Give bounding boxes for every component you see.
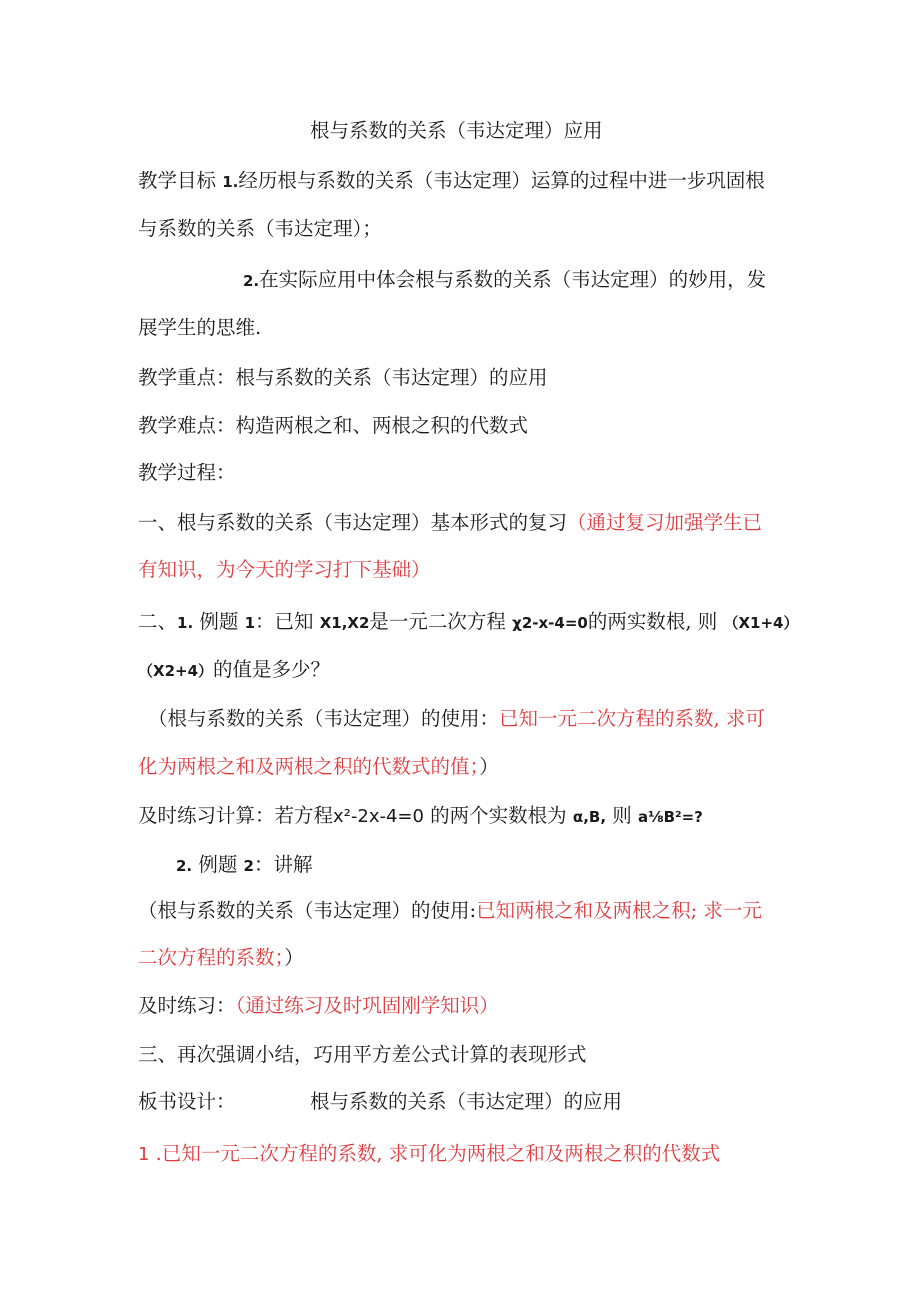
expression-alpha-beta: a⅛B²=?: [637, 808, 703, 826]
section-1-line-1: 一、根与系数的关系（韦达定理）基本形式的复习（通过复习加强学生已: [138, 511, 763, 534]
expression-x1-plus-4: （X1+4）: [723, 614, 799, 632]
section-2-line-1: 二、1. 例题 1：已知 X1,X2是一元二次方程 χ2-x-4=0的两实数根, 则 （X1+4）: [138, 610, 799, 633]
expression-x2-plus-4: （X2+4）: [138, 662, 214, 680]
difficulty: 教学难点：构造两根之和、两根之积的代数式: [138, 414, 529, 437]
goal-2-text: 在实际应用中体会根与系数的关系（韦达定理）的妙用，发: [259, 268, 767, 291]
usage-1-line-2: 化为两根之和及两根之积的代数式的值；）: [138, 755, 499, 778]
equation-2: x²-2x-4=0: [333, 806, 424, 827]
goal-1-number: 1.: [222, 173, 239, 191]
goal-1-text: 经历根与系数的关系（韦达定理）运算的过程中进一步巩固根: [238, 169, 765, 192]
process-label: 教学过程：: [138, 461, 236, 484]
teaching-goals-line-2: 与系数的关系（韦达定理）；: [138, 217, 382, 240]
board-title: 根与系数的关系（韦达定理）的应用: [310, 1090, 623, 1113]
teaching-goals-line-4: 展学生的思维.: [138, 316, 262, 339]
usage-2-line-1: （根与系数的关系（韦达定理）的使用:已知两根之和及两根之积; 求一元: [138, 899, 762, 922]
teaching-goals-line-1: [138, 167, 765, 196]
document-title: 根与系数的关系（韦达定理）应用: [310, 119, 603, 142]
teaching-goals-line-3: [243, 266, 766, 295]
board-label: 板书设计：: [138, 1090, 236, 1113]
usage-1-line-1: （根与系数的关系（韦达定理）的使用：已知一元二次方程的系数, 求可: [148, 707, 765, 730]
practice-2: 及时练习：（通过练习及时巩固刚学知识）: [138, 994, 499, 1017]
section-1-note: （通过复习加强学生已: [567, 511, 763, 534]
section-2-line-2: （X2+4）的值是多少？: [138, 658, 331, 681]
key-point: 教学重点：根与系数的关系（韦达定理）的应用: [138, 366, 548, 389]
example-2: 2. 例题 2：讲解: [176, 853, 313, 876]
roots-x1-x2: X1,X2: [319, 614, 370, 632]
board-design: [138, 1088, 623, 1116]
board-item-1: 1 .已知一元二次方程的系数, 求可化为两根之和及两根之积的代数式: [138, 1142, 721, 1165]
section-3: 三、再次强调小结，巧用平方差公式计算的表现形式: [138, 1043, 587, 1066]
usage-2-line-2: 二次方程的系数；）: [138, 946, 304, 969]
practice-1: 及时练习计算：若方程x²-2x-4=0 的两个实数根为 α,B, 则 a⅛B²=?: [138, 804, 703, 827]
goals-label: 教学目标: [138, 169, 217, 192]
section-1-line-2: 有知识，为今天的学习打下基础）: [138, 558, 431, 581]
goal-2-number: 2.: [243, 272, 260, 290]
equation-1: χ2-x-4=0: [512, 614, 588, 632]
